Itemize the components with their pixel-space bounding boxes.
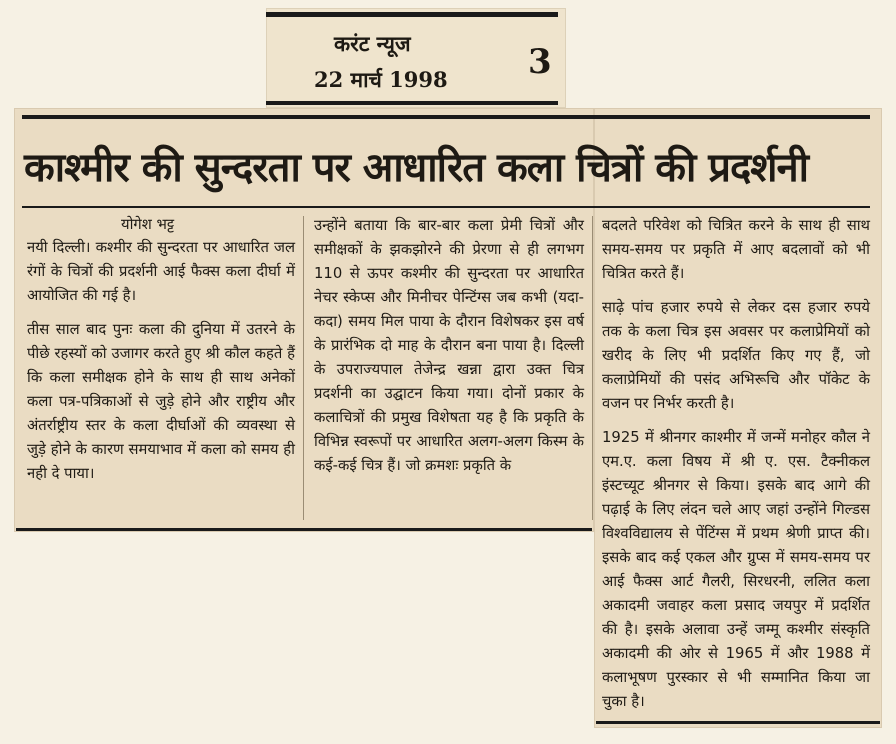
- paragraph: बदलते परिवेश को चित्रित करने के साथ ही साथ समय-समय पर प्रकृति में आए बदलावों को भी चित्रित करते हैं।: [602, 217, 870, 282]
- article-column-3: [602, 214, 870, 724]
- column-divider: [303, 216, 304, 520]
- paragraph: तीस साल बाद पुनः कला की दुनिया में उतरने के पीछे रहस्यों को उजागर करते हुए श्री कौल कहते हैं कि कला समीक्षक होने के साथ ही साथ अनेकों कला पत्र-पत्रिकाओं से जुड़े होने और राष्ट्रीय और अंतर्राष्ट्रीय स्तर के कला दीर्घाओं की व्यवस्था से जुड़े होने के कारण समयाभाव में कला को समय ही नही दे पाया।: [27, 321, 295, 482]
- article-bottom-rule: [596, 721, 880, 724]
- headline-bottom-rule: [22, 206, 870, 208]
- headline: काश्मीर की सुन्दरता पर आधारित कला चित्रों की प्रदर्शनी: [24, 145, 809, 191]
- masthead-top-rule: [266, 12, 558, 17]
- paragraph: नयी दिल्ली। कश्मीर की सुन्दरता पर आधारित जल रंगों के चित्रों की प्रदर्शनी आई फैक्स कला दीर्घा में आयोजित की गई है।: [27, 239, 295, 304]
- column-divider: [592, 216, 593, 520]
- article-column-1: [27, 214, 295, 496]
- paragraph: 1925 में श्रीनगर काश्मीर में जन्में मनोहर कौल ने एम.ए. कला विषय में श्री ए. एस. टैक्नीकल इंस्टच्यूट श्रीनगर से किया। इसके बाद आगे की पढ़ाई के लिए लंदन चले आए जहां उन्होंने गिल्डस विश्वविद्यालय से पेंटिंग्स में प्रथम श्रेणी प्राप्त की। इसके बाद कई एकल और ग्रुप्स में समय-समय पर आई फैक्स आर्ट गैलरी, सिरधरनी, ललित कला अकादमी जवाहर कला प्रसाद जयपुर में प्रदर्शित की है। इसके अलावा उन्हें जम्मू कश्मीर संस्कृति अकादमी की ओर से 1965 में और 1988 में कलाभूषण पुरस्कार से भी सम्मानित किया जा चुका है।: [602, 429, 870, 710]
- byline: योगेश भट्ट: [121, 216, 175, 233]
- page-number: 3: [528, 42, 552, 82]
- headline-top-rule: [22, 115, 870, 119]
- masthead-clipping: [266, 8, 566, 108]
- paragraph: साढ़े पांच हजार रुपये से लेकर दस हजार रुपये तक के कला चित्र इस अवसर पर कलाप्रेमियों को खरीद के लिए भी प्रदर्शित किए गए हैं, जो कलाप्रेमियों की पसंद अभिरूचि और पॉकेट के वजन पर निर्भर करती है।: [602, 299, 870, 412]
- publication-date: 22 मार्च 1998: [314, 67, 448, 92]
- publication-name: करंट न्यूज: [334, 31, 411, 56]
- article-column-2: [314, 214, 584, 488]
- article-bottom-rule: [16, 528, 592, 531]
- paragraph: उन्होंने बताया कि बार-बार कला प्रेमी चित्रों और समीक्षकों के झकझोरने की प्रेरणा से ही लगभग 110 से ऊपर कश्मीर की सुन्दरता पर आधारित नेचर स्केप्स और मिनीचर पेन्टिंग्स जब कभी (यदा-कदा) समय मिल पाया के दौरान विशेषकर इस वर्ष के प्रारंभिक दो माह के दौरान बना पाया है। दिल्ली के उपराज्यपाल तेजेन्द्र खन्ना द्वारा उक्त चित्र प्रदर्शनी का उद्घाटन किया गया। दोनों प्रकार के कलाचित्रों की प्रमुख विशेषता यह है कि प्रकृति के विभिन्न स्वरूपों पर आधारित अलग-अलग किस्म के कई-कई चित्र हैं। जो क्रमशः प्रकृति के: [314, 217, 584, 474]
- masthead-bottom-rule: [266, 101, 558, 105]
